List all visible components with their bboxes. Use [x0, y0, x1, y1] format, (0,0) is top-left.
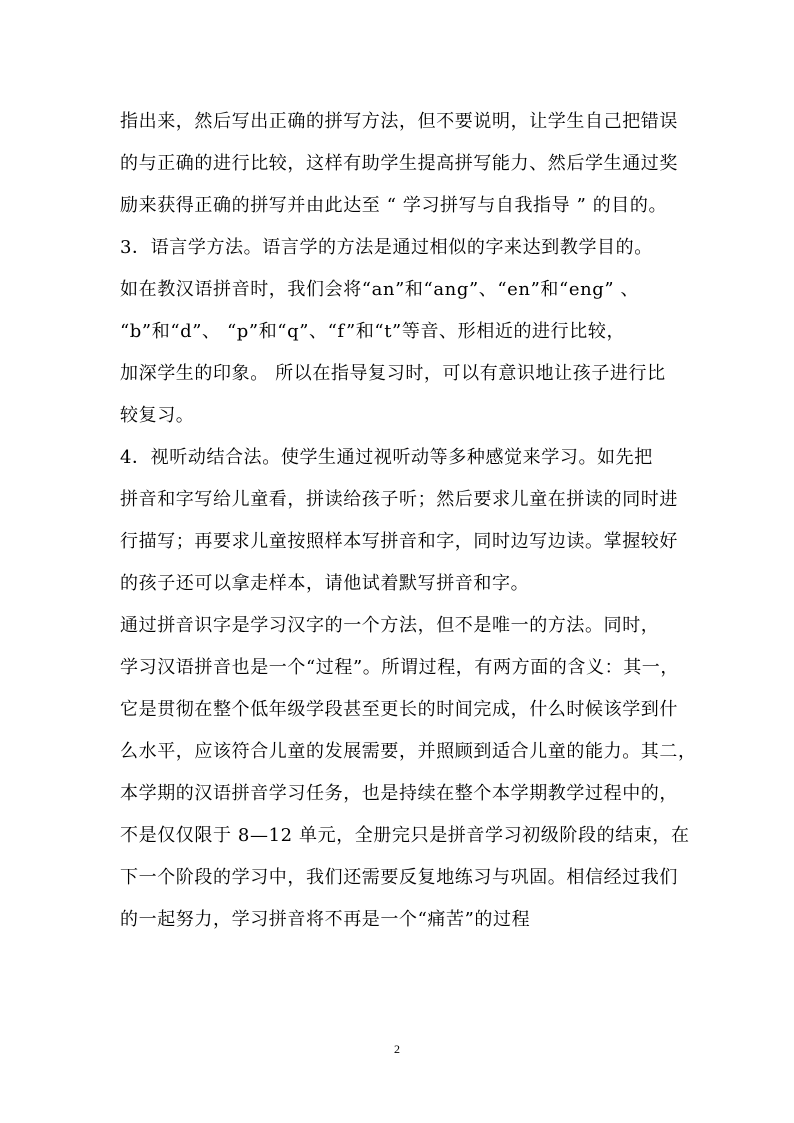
text-line-1: 指出来，然后写出正确的拼写方法，但不要说明，让学生自己把错误 — [120, 111, 678, 132]
text-line-14: 学习汉语拼音也是一个“过程”。所谓过程，有两方面的含义：其一， — [120, 657, 680, 678]
text-line-5: 如在教汉语拼音时，我们会将“an”和“ang”、“en”和“eng” 、 — [120, 279, 640, 300]
text-line-13: 通过拼音识字是学习汉字的一个方法，但不是唯一的方法。同时， — [120, 615, 660, 636]
text-line-8: 较复习。 — [120, 405, 195, 426]
text-line-6: “b”和“d”、 “p”和“q”、“f”和“t”等音、形相近的进行比较， — [120, 321, 626, 342]
page-number: 2 — [394, 1042, 400, 1056]
text-line-7: 加深学生的印象。 所以在指导复习时，可以有意识地让孩子进行比 — [120, 363, 666, 384]
text-line-16: 么水平，应该符合儿童的发展需要，并照顾到适合儿童的能力。其二， — [120, 741, 697, 762]
text-line-18: 不是仅仅限于 8—12 单元，全册完只是拼音学习初级阶段的结束，在 — [120, 825, 690, 846]
text-line-15: 它是贯彻在整个低年级学段甚至更长的时间完成，什么时候该学到什 — [120, 699, 678, 720]
text-line-20: 的一起努力，学习拼音将不再是一个“痛苦”的过程 — [120, 909, 531, 930]
text-line-19: 下一个阶段的学习中，我们还需要反复地练习与巩固。相信经过我们 — [120, 867, 678, 888]
text-line-3: 励来获得正确的拼写并由此达至 “ 学习拼写与自我指导 ” 的目的。 — [120, 195, 668, 216]
text-line-10: 拼音和字写给儿童看，拼读给孩子听；然后要求儿童在拼读的同时进 — [120, 489, 678, 510]
text-line-2: 的与正确的进行比较，这样有助学生提高拼写能力、然后学生通过奖 — [120, 153, 678, 174]
text-line-4: 3．语言学方法。语言学的方法是通过相似的字来达到教学目的。 — [120, 237, 653, 258]
text-line-12: 的孩子还可以拿走样本，请他试着默写拼音和字。 — [120, 573, 530, 594]
text-line-17: 本学期的汉语拼音学习任务，也是持续在整个本学期教学过程中的， — [120, 783, 678, 804]
text-line-9: 4．视听动结合法。使学生通过视听动等多种感觉来学习。如先把 — [120, 447, 653, 468]
text-line-11: 行描写；再要求儿童按照样本写拼音和字，同时边写边读。掌握较好 — [120, 531, 678, 552]
